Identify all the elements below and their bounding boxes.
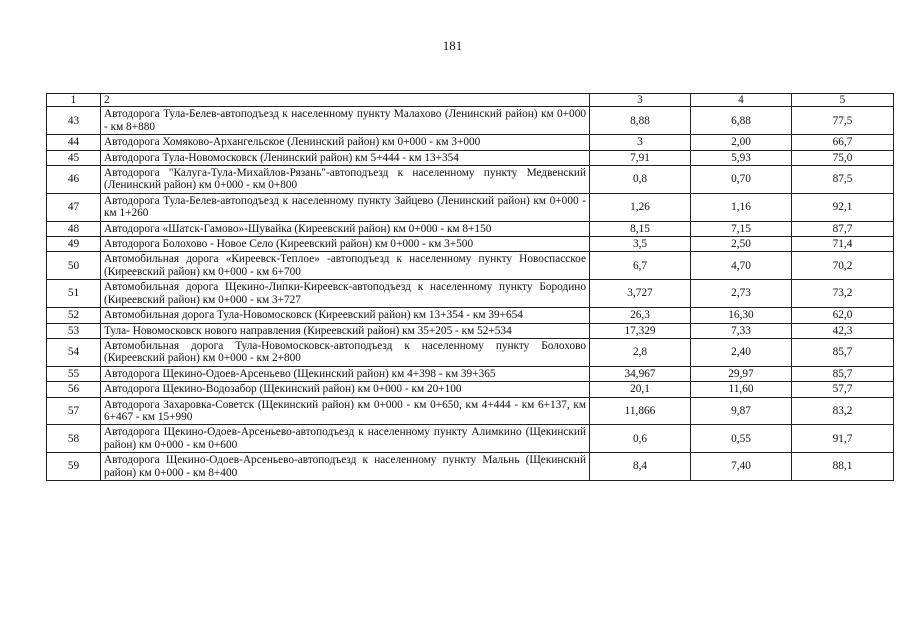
row-number-cell: 48	[47, 221, 101, 236]
page-number: 181	[442, 38, 463, 53]
table-row	[47, 425, 894, 453]
column-5-value-cell: 88,1	[792, 453, 894, 481]
row-number-cell: 56	[47, 382, 101, 397]
row-number-cell: 44	[47, 135, 101, 150]
road-description-cell: Автодорога Щекино-Одоев-Арсеньево-автоподъезд к населенному пункту Алимкино (Щекинский район) км 0+000 - км 0+600	[101, 425, 590, 453]
column-3-value-cell: 3,5	[590, 237, 691, 252]
column-5-value-cell: 83,2	[792, 397, 894, 425]
column-4-value-cell: 7,33	[691, 323, 792, 338]
column-5-value-cell: 77,5	[792, 107, 894, 135]
column-3-value-cell: 11,866	[590, 397, 691, 425]
column-3-value-cell: 8,4	[590, 453, 691, 481]
column-3-value-cell: 34,967	[590, 366, 691, 381]
column-5-value-cell: 62,0	[792, 308, 894, 323]
column-3-value-cell: 3,727	[590, 280, 691, 308]
column-5-value-cell: 85,7	[792, 366, 894, 381]
table-row	[47, 221, 894, 236]
column-5-value-cell: 87,5	[792, 166, 894, 194]
road-description-cell: Автодорога Захаровка-Советск (Щекинский район) км 0+000 - км 0+650, км 4+444 - км 6+137, км 6+467 - км 15+990	[101, 397, 590, 425]
row-number-cell: 54	[47, 338, 101, 366]
road-description-cell: Автомобильная дорога Щекино-Липки-Киреевск-автоподъезд к населенному пункту Бородино (Киреевский район) км 0+000 - км 3+727	[101, 280, 590, 308]
column-3-value-cell: 17,329	[590, 323, 691, 338]
road-description-cell: Автодорога «Шатск-Гамово»-Шувайка (Киреевский район) км 0+000 - км 8+150	[101, 221, 590, 236]
column-3-value-cell: 26,3	[590, 308, 691, 323]
row-number-cell: 46	[47, 166, 101, 194]
table-row	[47, 252, 894, 280]
road-description-cell: Автодорога Тула-Белев-автоподъезд к населенному пункту Малахово (Ленинский район) км 0+000 - км 8+880	[101, 107, 590, 135]
column-4-value-cell: 11,60	[691, 382, 792, 397]
column-header-5: 5	[792, 94, 894, 107]
column-4-value-cell: 9,87	[691, 397, 792, 425]
row-number-cell: 51	[47, 280, 101, 308]
column-4-value-cell: 7,40	[691, 453, 792, 481]
table-row	[47, 150, 894, 165]
road-description-cell: Автодорога Хомяково-Архангельское (Ленинский район) км 0+000 - км 3+000	[101, 135, 590, 150]
column-header-2: 2	[101, 94, 590, 107]
column-4-value-cell: 2,50	[691, 237, 792, 252]
roads-table	[46, 93, 894, 481]
table-row	[47, 323, 894, 338]
row-number-cell: 47	[47, 193, 101, 221]
column-header-3: 3	[590, 94, 691, 107]
table-row	[47, 135, 894, 150]
column-4-value-cell: 6,88	[691, 107, 792, 135]
table-row	[47, 308, 894, 323]
road-description-cell: Автомобильная дорога Тула-Новомосковск (Киреевский район) км 13+354 - км 39+654	[101, 308, 590, 323]
row-number-cell: 53	[47, 323, 101, 338]
road-description-cell: Автодорога Тула-Новомосковск (Ленинский район) км 5+444 - км 13+354	[101, 150, 590, 165]
row-number-cell: 43	[47, 107, 101, 135]
column-3-value-cell: 8,88	[590, 107, 691, 135]
column-3-value-cell: 20,1	[590, 382, 691, 397]
road-description-cell: Автомобильная дорога Тула-Новомосковск-автоподъезд к населенному пункту Болохово (Киреевский район) км 0+000 - км 2+800	[101, 338, 590, 366]
road-description-cell: Автодорога "Калуга-Тула-Михайлов-Рязань"-автоподъезд к населенному пункту Медвенский (Ленинский район) км 0+000 - км 0+800	[101, 166, 590, 194]
table-row	[47, 280, 894, 308]
column-header-1: 1	[47, 94, 101, 107]
column-3-value-cell: 7,91	[590, 150, 691, 165]
column-4-value-cell: 7,15	[691, 221, 792, 236]
table-row	[47, 107, 894, 135]
column-3-value-cell: 8,15	[590, 221, 691, 236]
table-row	[47, 237, 894, 252]
column-3-value-cell: 0,6	[590, 425, 691, 453]
table-row	[47, 397, 894, 425]
column-3-value-cell: 1,26	[590, 193, 691, 221]
column-5-value-cell: 73,2	[792, 280, 894, 308]
column-header-4: 4	[691, 94, 792, 107]
row-number-cell: 49	[47, 237, 101, 252]
row-number-cell: 55	[47, 366, 101, 381]
table-row	[47, 453, 894, 481]
column-5-value-cell: 42,3	[792, 323, 894, 338]
table-row	[47, 366, 894, 381]
column-5-value-cell: 92,1	[792, 193, 894, 221]
column-4-value-cell: 1,16	[691, 193, 792, 221]
column-4-value-cell: 29,97	[691, 366, 792, 381]
column-5-value-cell: 87,7	[792, 221, 894, 236]
road-description-cell: Автодорога Болохово - Новое Село (Киреевский район) км 0+000 - км 3+500	[101, 237, 590, 252]
row-number-cell: 50	[47, 252, 101, 280]
road-description-cell: Автодорога Тула-Белев-автоподъезд к населенному пункту Зайцево (Ленинский район) км 0+000 - км 1+260	[101, 193, 590, 221]
column-4-value-cell: 0,55	[691, 425, 792, 453]
column-3-value-cell: 0,8	[590, 166, 691, 194]
column-3-value-cell: 2,8	[590, 338, 691, 366]
row-number-cell: 45	[47, 150, 101, 165]
table-row	[47, 338, 894, 366]
column-4-value-cell: 2,73	[691, 280, 792, 308]
column-5-value-cell: 91,7	[792, 425, 894, 453]
row-number-cell: 57	[47, 397, 101, 425]
column-4-value-cell: 2,00	[691, 135, 792, 150]
road-description-cell: Автодорога Щекино-Одоев-Арсеньево (Щекинский район) км 4+398 - км 39+365	[101, 366, 590, 381]
column-5-value-cell: 71,4	[792, 237, 894, 252]
column-5-value-cell: 66,7	[792, 135, 894, 150]
column-5-value-cell: 85,7	[792, 338, 894, 366]
column-3-value-cell: 3	[590, 135, 691, 150]
road-description-cell: Автодорога Щекино-Водозабор (Щекинский район) км 0+000 - км 20+100	[101, 382, 590, 397]
row-number-cell: 52	[47, 308, 101, 323]
table-header-row	[47, 94, 894, 107]
column-5-value-cell: 57,7	[792, 382, 894, 397]
table-row	[47, 166, 894, 194]
column-3-value-cell: 6,7	[590, 252, 691, 280]
table-row	[47, 193, 894, 221]
road-description-cell: Тула- Новомосковск нового направления (Киреевский район) км 35+205 - км 52+534	[101, 323, 590, 338]
road-description-cell: Автодорога Щекино-Одоев-Арсеньево-автоподъезд к населенному пункту Мальнь (Щекинскнй район) км 0+000 - км 8+400	[101, 453, 590, 481]
column-4-value-cell: 4,70	[691, 252, 792, 280]
column-4-value-cell: 0,70	[691, 166, 792, 194]
column-4-value-cell: 2,40	[691, 338, 792, 366]
row-number-cell: 58	[47, 425, 101, 453]
road-description-cell: Автомобильная дорога «Киреевск-Теплое» -автоподъезд к населенному пункту Новоспасское (Киреевский район) км 0+000 - км 6+700	[101, 252, 590, 280]
column-4-value-cell: 16,30	[691, 308, 792, 323]
column-5-value-cell: 75,0	[792, 150, 894, 165]
row-number-cell: 59	[47, 453, 101, 481]
table-row	[47, 382, 894, 397]
column-4-value-cell: 5,93	[691, 150, 792, 165]
column-5-value-cell: 70,2	[792, 252, 894, 280]
